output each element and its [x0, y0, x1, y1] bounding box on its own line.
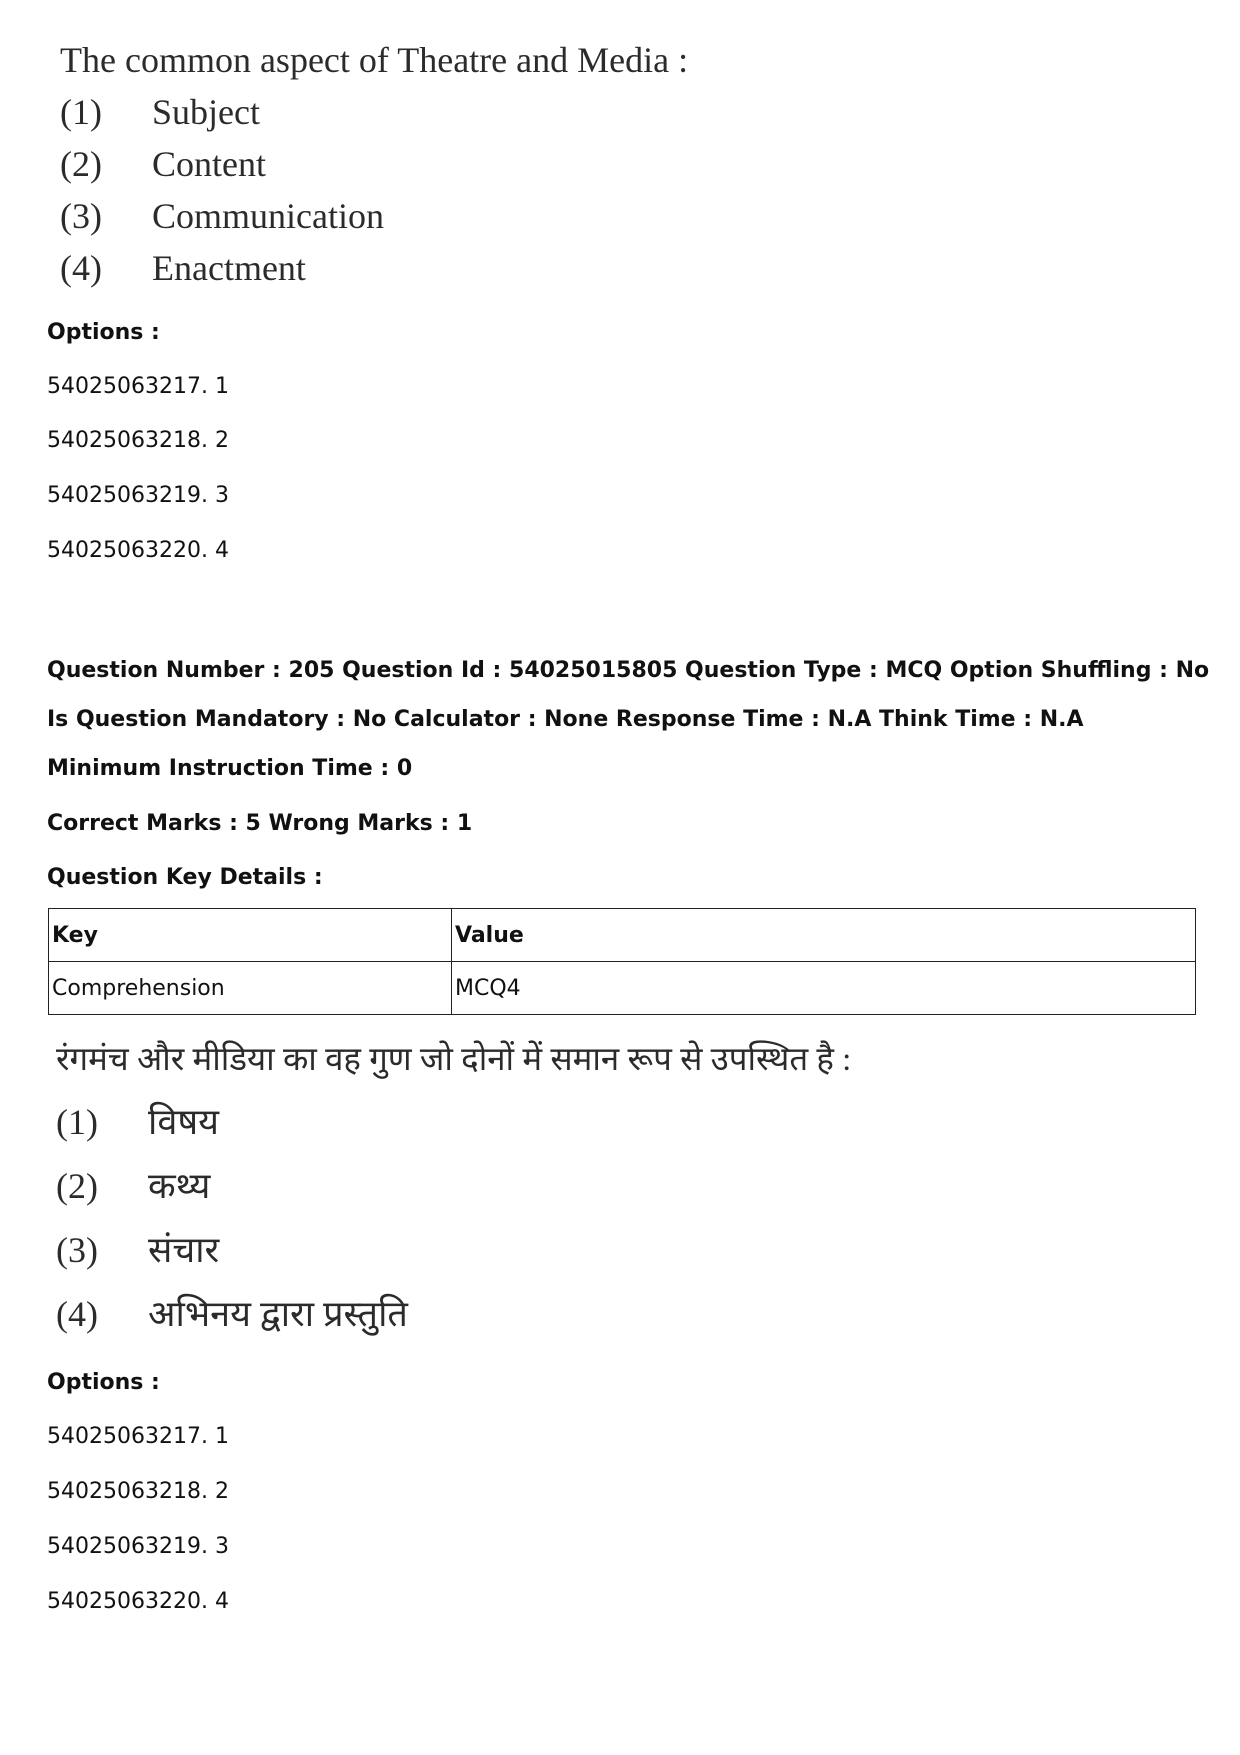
- option-item: 54025063218. 2: [47, 428, 229, 453]
- key-details-table: [48, 908, 1196, 1015]
- key-details-label: Question Key Details :: [47, 865, 323, 890]
- choice-number: (2): [60, 144, 102, 184]
- option-item: 54025063217. 1: [47, 374, 229, 399]
- choice-text: संचार: [148, 1230, 220, 1270]
- choice-number: (4): [56, 1294, 98, 1334]
- options-label: Options :: [47, 1370, 160, 1395]
- choice-number: (2): [56, 1166, 98, 1206]
- table-header-row: [49, 909, 1196, 962]
- question-choice: [60, 138, 688, 190]
- choice-text: अभिनय द्वारा प्रस्तुति: [148, 1294, 408, 1334]
- table-row: [49, 962, 1196, 1015]
- option-item: 54025063218. 2: [47, 1479, 229, 1504]
- choice-number: (3): [56, 1230, 98, 1270]
- question-choice: [60, 242, 688, 294]
- question-meta-line: Is Question Mandatory : No Calculator : None Response Time : N.A Think Time : N.A: [47, 707, 1084, 732]
- choice-number: (4): [60, 248, 102, 288]
- choice-text: Enactment: [152, 248, 306, 288]
- table-header-value: Value: [452, 909, 1196, 962]
- table-cell-value: MCQ4: [452, 962, 1196, 1015]
- choice-text: Communication: [152, 196, 384, 236]
- table-cell-key: Comprehension: [49, 962, 452, 1015]
- choice-number: (1): [60, 92, 102, 132]
- options-label: Options :: [47, 320, 160, 345]
- question-meta-line: Minimum Instruction Time : 0: [47, 756, 413, 781]
- question-choice: [56, 1218, 851, 1282]
- choice-number: (1): [56, 1102, 98, 1142]
- question-image-english: [60, 38, 688, 294]
- choice-text: विषय: [148, 1102, 220, 1142]
- question-choice: [60, 86, 688, 138]
- option-item: 54025063217. 1: [47, 1424, 229, 1449]
- question-choice: [56, 1282, 851, 1346]
- question-choice: [60, 190, 688, 242]
- question-choice: [56, 1154, 851, 1218]
- choice-text: Content: [152, 144, 266, 184]
- marks-line: Correct Marks : 5 Wrong Marks : 1: [47, 811, 473, 836]
- question-image-hindi: [56, 1038, 851, 1346]
- choice-text: कथ्य: [148, 1166, 211, 1206]
- option-item: 54025063220. 4: [47, 1589, 229, 1614]
- question-choice: [56, 1090, 851, 1154]
- choice-text: Subject: [152, 92, 260, 132]
- question-meta-line: Question Number : 205 Question Id : 54025015805 Question Type : MCQ Option Shuffling : No: [47, 658, 1210, 683]
- table-header-key: Key: [49, 909, 452, 962]
- question-stem: The common aspect of Theatre and Media :: [60, 40, 689, 80]
- question-stem: रंगमंच और मीडिया का वह गुण जो दोनों में समान रूप से उपस्थित है :: [56, 1042, 852, 1078]
- option-item: 54025063219. 3: [47, 1534, 229, 1559]
- option-item: 54025063219. 3: [47, 483, 229, 508]
- choice-number: (3): [60, 196, 102, 236]
- option-item: 54025063220. 4: [47, 538, 229, 563]
